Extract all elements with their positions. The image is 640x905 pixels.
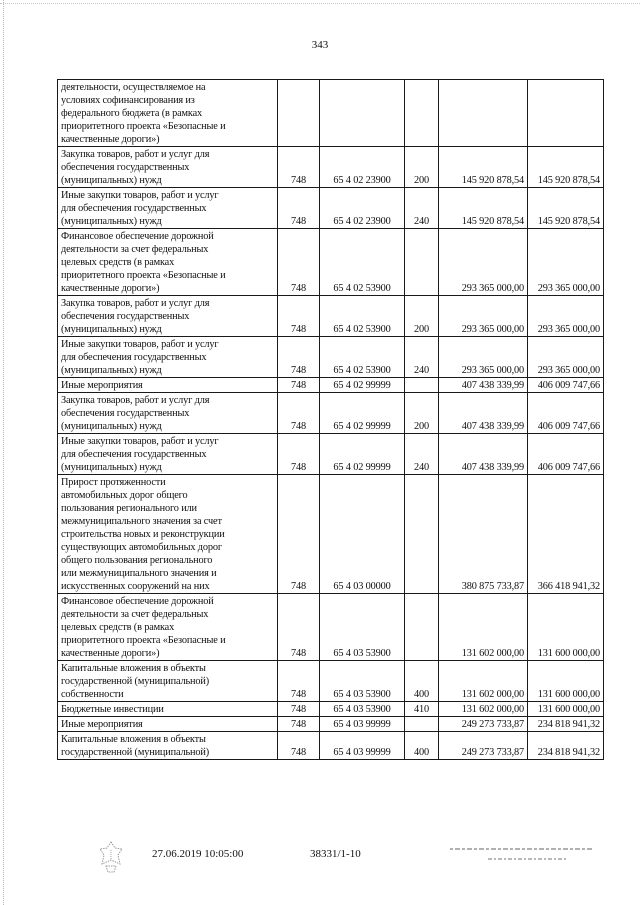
row-name: Финансовое обеспечение дорожной деятельности за счет федеральных целевых средств (в рамках приоритетного проекта «Безопасные и качественные дороги») xyxy=(58,229,278,296)
table-row xyxy=(58,229,604,296)
row-ministry-code: 748 xyxy=(278,378,320,393)
row-expense-type xyxy=(405,475,439,594)
scan-top-edge xyxy=(0,3,640,5)
row-expense-type: 240 xyxy=(405,434,439,475)
row-name: Бюджетные инвестиции xyxy=(58,702,278,717)
row-amount-actual xyxy=(528,80,604,147)
row-amount-planned: 380 875 733,87 xyxy=(439,475,528,594)
table-row xyxy=(58,702,604,717)
row-amount-actual: 145 920 878,54 xyxy=(528,188,604,229)
row-name: Закупка товаров, работ и услуг для обеспечения государственных (муниципальных) нужд xyxy=(58,393,278,434)
table-row xyxy=(58,594,604,661)
row-expense-type: 200 xyxy=(405,393,439,434)
table-row xyxy=(58,80,604,147)
row-ministry-code: 748 xyxy=(278,337,320,378)
row-amount-planned: 293 365 000,00 xyxy=(439,229,528,296)
row-amount-planned: 407 438 339,99 xyxy=(439,393,528,434)
row-amount-planned: 145 920 878,54 xyxy=(439,188,528,229)
row-expense-type: 240 xyxy=(405,188,439,229)
table-row xyxy=(58,717,604,732)
footer-date: 27.06.2019 10:05:00 xyxy=(152,848,244,860)
row-expense-type: 200 xyxy=(405,147,439,188)
row-amount-planned: 293 365 000,00 xyxy=(439,337,528,378)
row-amount-actual: 145 920 878,54 xyxy=(528,147,604,188)
row-target-article xyxy=(320,80,405,147)
row-expense-type xyxy=(405,717,439,732)
row-name: деятельности, осуществляемое на условиях софинансирования из федерального бюджета (в рамках приоритетного проекта «Безопасные и качественные дороги») xyxy=(58,80,278,147)
row-name: Иные мероприятия xyxy=(58,717,278,732)
row-ministry-code: 748 xyxy=(278,296,320,337)
row-ministry-code: 748 xyxy=(278,393,320,434)
row-name: Иные закупки товаров, работ и услуг для обеспечения государственных (муниципальных) нужд xyxy=(58,188,278,229)
row-target-article: 65 4 03 53900 xyxy=(320,661,405,702)
table-row xyxy=(58,296,604,337)
row-name: Закупка товаров, работ и услуг для обеспечения государственных (муниципальных) нужд xyxy=(58,296,278,337)
row-target-article: 65 4 02 23900 xyxy=(320,188,405,229)
row-ministry-code: 748 xyxy=(278,229,320,296)
row-amount-planned: 131 602 000,00 xyxy=(439,702,528,717)
row-target-article: 65 4 03 99999 xyxy=(320,732,405,760)
row-amount-planned: 407 438 339,99 xyxy=(439,434,528,475)
coat-of-arms-icon xyxy=(96,840,126,874)
row-amount-actual: 131 600 000,00 xyxy=(528,594,604,661)
row-amount-actual: 234 818 941,32 xyxy=(528,732,604,760)
row-ministry-code xyxy=(278,80,320,147)
row-amount-planned: 293 365 000,00 xyxy=(439,296,528,337)
row-expense-type: 200 xyxy=(405,296,439,337)
row-target-article: 65 4 03 53900 xyxy=(320,594,405,661)
row-expense-type xyxy=(405,229,439,296)
row-ministry-code: 748 xyxy=(278,594,320,661)
table-row xyxy=(58,337,604,378)
footer-doc-number: 38331/1-10 xyxy=(310,848,361,860)
binding-edge xyxy=(3,0,12,905)
row-expense-type xyxy=(405,378,439,393)
row-amount-actual: 366 418 941,32 xyxy=(528,475,604,594)
row-amount-planned: 407 438 339,99 xyxy=(439,378,528,393)
row-name: Финансовое обеспечение дорожной деятельности за счет федеральных целевых средств (в рамках приоритетного проекта «Безопасные и качественные дороги») xyxy=(58,594,278,661)
budget-table xyxy=(57,79,604,760)
row-amount-planned: 131 602 000,00 xyxy=(439,661,528,702)
row-target-article: 65 4 02 99999 xyxy=(320,378,405,393)
row-target-article: 65 4 02 99999 xyxy=(320,393,405,434)
row-target-article: 65 4 03 99999 xyxy=(320,717,405,732)
row-amount-actual: 293 365 000,00 xyxy=(528,229,604,296)
row-ministry-code: 748 xyxy=(278,188,320,229)
row-amount-actual: 293 365 000,00 xyxy=(528,337,604,378)
row-target-article: 65 4 02 53900 xyxy=(320,296,405,337)
row-amount-actual: 406 009 747,66 xyxy=(528,434,604,475)
row-amount-planned xyxy=(439,80,528,147)
row-name: Прирост протяженности автомобильных дорог общего пользования регионального или межмуниципального значения за счет строительства новых и реконструкции существующих автомобильных дорог общего пользования регионального или межмуниципального значения и искусственных сооружений на них xyxy=(58,475,278,594)
row-amount-planned: 249 273 733,87 xyxy=(439,717,528,732)
table-row xyxy=(58,732,604,760)
row-amount-planned: 131 602 000,00 xyxy=(439,594,528,661)
table-row xyxy=(58,378,604,393)
row-expense-type xyxy=(405,80,439,147)
row-amount-planned: 145 920 878,54 xyxy=(439,147,528,188)
table-row xyxy=(58,147,604,188)
row-ministry-code: 748 xyxy=(278,661,320,702)
row-target-article: 65 4 02 23900 xyxy=(320,147,405,188)
row-target-article: 65 4 03 53900 xyxy=(320,702,405,717)
row-target-article: 65 4 02 53900 xyxy=(320,337,405,378)
row-ministry-code: 748 xyxy=(278,732,320,760)
row-amount-actual: 293 365 000,00 xyxy=(528,296,604,337)
row-amount-actual: 131 600 000,00 xyxy=(528,661,604,702)
row-ministry-code: 748 xyxy=(278,702,320,717)
row-amount-planned: 249 273 733,87 xyxy=(439,732,528,760)
row-expense-type xyxy=(405,594,439,661)
row-ministry-code: 748 xyxy=(278,434,320,475)
row-target-article: 65 4 02 99999 xyxy=(320,434,405,475)
office-watermark-stamp xyxy=(448,842,598,866)
row-amount-actual: 406 009 747,66 xyxy=(528,378,604,393)
row-expense-type: 410 xyxy=(405,702,439,717)
table-row xyxy=(58,475,604,594)
row-name: Иные закупки товаров, работ и услуг для обеспечения государственных (муниципальных) нужд xyxy=(58,337,278,378)
row-ministry-code: 748 xyxy=(278,475,320,594)
table-row xyxy=(58,393,604,434)
table-row xyxy=(58,661,604,702)
row-amount-actual: 406 009 747,66 xyxy=(528,393,604,434)
row-name: Капитальные вложения в объекты государственной (муниципальной) xyxy=(58,732,278,760)
row-ministry-code: 748 xyxy=(278,147,320,188)
row-name: Иные закупки товаров, работ и услуг для обеспечения государственных (муниципальных) нужд xyxy=(58,434,278,475)
table-row xyxy=(58,434,604,475)
row-name: Капитальные вложения в объекты государственной (муниципальной) собственности xyxy=(58,661,278,702)
row-name: Закупка товаров, работ и услуг для обеспечения государственных (муниципальных) нужд xyxy=(58,147,278,188)
page-number: 343 xyxy=(311,39,329,51)
budget-table-body xyxy=(58,80,604,760)
row-expense-type: 400 xyxy=(405,661,439,702)
row-amount-actual: 234 818 941,32 xyxy=(528,717,604,732)
row-amount-actual: 131 600 000,00 xyxy=(528,702,604,717)
row-target-article: 65 4 03 00000 xyxy=(320,475,405,594)
row-expense-type: 240 xyxy=(405,337,439,378)
row-expense-type: 400 xyxy=(405,732,439,760)
table-row xyxy=(58,188,604,229)
row-name: Иные мероприятия xyxy=(58,378,278,393)
row-target-article: 65 4 02 53900 xyxy=(320,229,405,296)
row-ministry-code: 748 xyxy=(278,717,320,732)
